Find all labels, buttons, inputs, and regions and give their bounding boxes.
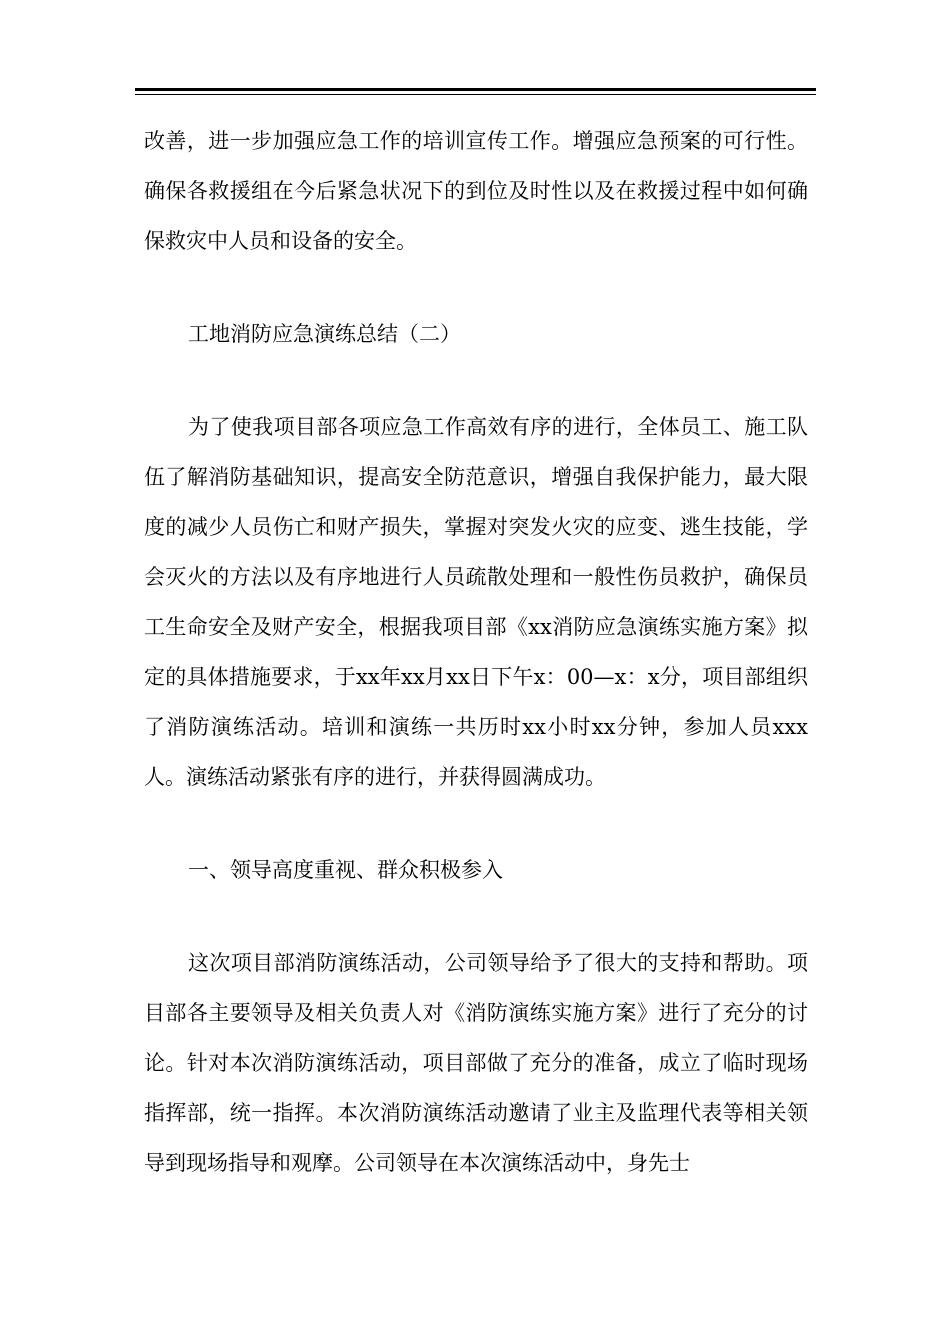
header-rule-thick — [135, 88, 816, 91]
section-title: 工地消防应急演练总结（二） — [188, 322, 461, 346]
paragraph-leadership: 这次项目部消防演练活动，公司领导给予了很大的支持和帮助。项目部各主要领导及相关负责人对《消防演练实施方案》进行了充分的讨论。针对本次消防演练活动，项目部做了充分的准备，成立了临时现场指挥部，统一指挥。本次消防演练活动邀请了业主及监理代表等相关领导到现场指导和观摩。公司领导在本次演练活动中，身先士 — [144, 951, 808, 1175]
document-body — [144, 116, 808, 1188]
paragraph-continued: 改善，进一步加强应急工作的培训宣传工作。增强应急预案的可行性。确保各救援组在今后紧急状况下的到位及时性以及在救援过程中如何确保救灾中人员和设备的安全。 — [144, 129, 808, 253]
header-rule-thin — [135, 94, 816, 95]
section-heading-1: 一、领导高度重视、群众积极参入 — [188, 858, 503, 882]
paragraph-intro: 为了使我项目部各项应急工作高效有序的进行，全体员工、施工队伍了解消防基础知识，提高安全防范意识，增强自我保护能力，最大限度的减少人员伤亡和财产损失，掌握对突发火灾的应变、逃生技能，学会灭火的方法以及有序地进行人员疏散处理和一般性伤员救护，确保员工生命安全及财产安全，根据我项目部《xx消防应急演练实施方案》拟定的具体措施要求，于xx年xx月xx日下午x：00—x：x分，项目部组织了消防演练活动。培训和演练一共历时xx小时xx分钟，参加人员xxx人。演练活动紧张有序的进行，并获得圆满成功。 — [144, 415, 808, 789]
